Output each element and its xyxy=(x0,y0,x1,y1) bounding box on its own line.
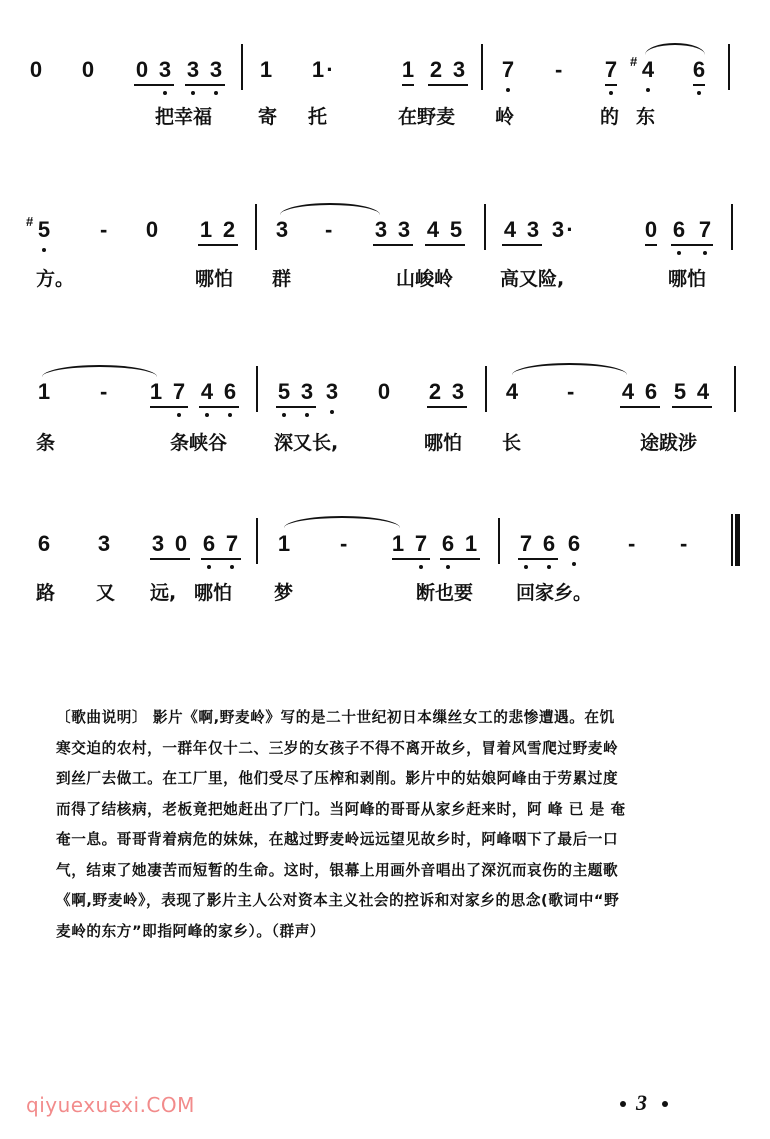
note: 1 xyxy=(199,217,213,242)
underline xyxy=(518,558,558,560)
underline xyxy=(427,406,467,408)
note: 4 xyxy=(426,217,440,242)
note: 2 xyxy=(222,217,236,242)
underline xyxy=(134,84,174,86)
bar-line xyxy=(728,44,730,90)
song-description xyxy=(56,703,720,947)
description-line: 《啊,野麦岭》，表现了影片主人公对资本主义社会的控诉和对家乡的思念(歌词中“野 xyxy=(56,892,620,909)
note: 6 xyxy=(692,57,706,82)
underline xyxy=(199,406,239,408)
bar-line xyxy=(484,204,486,250)
lyric: 哪怕 xyxy=(195,268,234,290)
note: 3 xyxy=(151,531,165,556)
dash: - xyxy=(628,531,636,556)
underline xyxy=(402,84,414,86)
underline xyxy=(428,84,468,86)
note: 7 xyxy=(172,379,186,404)
note: 3 xyxy=(209,57,223,82)
note: 6 xyxy=(202,531,216,556)
low-dot xyxy=(330,410,334,414)
dash: - xyxy=(555,57,563,82)
lyric: 方。 xyxy=(36,268,75,290)
note: 5 xyxy=(37,217,51,242)
note: 1 xyxy=(464,531,478,556)
description-line: 寒交迫的农村，一群年仅十二、三岁的女孩子不得不离开故乡，冒着风雪爬过野麦岭 xyxy=(56,739,619,757)
low-dot xyxy=(214,91,218,95)
low-dot xyxy=(191,91,195,95)
low-dot xyxy=(703,251,707,255)
page-number: 3 xyxy=(636,1090,647,1115)
description-line: 而得了结核病，老板竟把她赶出了厂门。当阿峰的哥哥从家乡赶来时，阿 峰 已 是 奄 xyxy=(56,800,626,818)
note: 6 xyxy=(223,379,237,404)
note: 7 xyxy=(604,57,618,82)
sharp-sign: # xyxy=(630,54,638,69)
note: 7 xyxy=(501,57,515,82)
bar-line xyxy=(256,366,258,412)
underline xyxy=(671,244,713,246)
note: 3 xyxy=(452,57,466,82)
note: 0 xyxy=(377,379,391,404)
note: 3 xyxy=(551,217,565,242)
note: 5 xyxy=(277,379,291,404)
lyric: 路 xyxy=(36,582,56,604)
note: 7 xyxy=(414,531,428,556)
low-dot xyxy=(646,88,650,92)
dash: - xyxy=(567,379,575,404)
slur xyxy=(512,363,627,375)
lyric: 深又长, xyxy=(274,432,339,454)
low-dot xyxy=(547,565,551,569)
note: 1 xyxy=(401,57,415,82)
note: 0 xyxy=(29,57,43,82)
note: 6 xyxy=(567,531,581,556)
low-dot xyxy=(697,91,701,95)
underline xyxy=(392,558,430,560)
low-dot xyxy=(446,565,450,569)
sharp-sign: # xyxy=(26,214,34,229)
dash: - xyxy=(100,217,108,242)
dot: · xyxy=(326,57,334,82)
description-line: 〔歌曲说明〕 影片《啊,野麦岭》写的是二十世纪初日本缫丝女工的悲惨遭遇。在饥 xyxy=(56,709,615,726)
bar-line xyxy=(241,44,243,90)
note: 3 xyxy=(97,531,111,556)
dash: - xyxy=(100,379,108,404)
low-dot xyxy=(177,413,181,417)
lyric: 回家乡。 xyxy=(516,582,593,604)
lyric: 途跋涉 xyxy=(640,432,698,454)
note: 6 xyxy=(37,531,51,556)
note: 1 xyxy=(149,379,163,404)
low-dot xyxy=(163,91,167,95)
note: 1 xyxy=(37,379,51,404)
note: 3 xyxy=(275,217,289,242)
dash: - xyxy=(680,531,688,556)
note: 4 xyxy=(200,379,214,404)
bar-line xyxy=(734,366,736,412)
low-dot xyxy=(228,413,232,417)
note: 4 xyxy=(503,217,517,242)
lyric: 岭 xyxy=(495,106,515,128)
bar-line xyxy=(481,44,483,90)
note: 0 xyxy=(644,217,658,242)
bar-line xyxy=(731,204,733,250)
low-dot xyxy=(506,88,510,92)
slur xyxy=(645,43,705,55)
low-dot xyxy=(572,562,576,566)
note: 2 xyxy=(429,57,443,82)
note: 4 xyxy=(621,379,635,404)
lyric: 哪怕 xyxy=(194,582,233,604)
final-bar-thick xyxy=(735,514,740,566)
slur xyxy=(280,203,380,215)
note: 0 xyxy=(81,57,95,82)
dash: - xyxy=(325,217,333,242)
underline xyxy=(150,406,188,408)
lyric: 又 xyxy=(96,582,116,604)
lyric: 东 xyxy=(636,106,656,128)
note: 4 xyxy=(505,379,519,404)
final-bar-thin xyxy=(731,514,733,566)
note: 3 xyxy=(300,379,314,404)
underline xyxy=(672,406,712,408)
lyric: 山峻岭 xyxy=(396,268,454,290)
note: 5 xyxy=(449,217,463,242)
note: 1 xyxy=(259,57,273,82)
underline xyxy=(693,84,705,86)
low-dot xyxy=(419,565,423,569)
bar-line xyxy=(256,518,258,564)
note: 3 xyxy=(526,217,540,242)
low-dot xyxy=(282,413,286,417)
low-dot xyxy=(677,251,681,255)
lyric: 条峡谷 xyxy=(170,432,228,454)
note: 3 xyxy=(325,379,339,404)
low-dot xyxy=(207,565,211,569)
underline xyxy=(425,244,465,246)
page-number-dot-right xyxy=(662,1101,668,1107)
slur xyxy=(42,365,157,377)
description-line: 到丝厂去做工。在工厂里，他们受尽了压榨和剥削。影片中的姑娘阿峰由于劳累过度 xyxy=(56,770,619,787)
note: 3 xyxy=(158,57,172,82)
lyric: 把幸福 xyxy=(155,106,213,128)
lyric: 寄 xyxy=(258,106,278,128)
low-dot xyxy=(524,565,528,569)
note: 5 xyxy=(673,379,687,404)
low-dot xyxy=(230,565,234,569)
watermark: qiyuexuexi.COM xyxy=(26,1093,195,1117)
bar-line xyxy=(498,518,500,564)
note: 7 xyxy=(519,531,533,556)
note: 0 xyxy=(135,57,149,82)
note: 3 xyxy=(374,217,388,242)
lyric: 梦 xyxy=(274,582,294,604)
lyric: 托 xyxy=(308,106,328,128)
underline xyxy=(605,84,617,86)
note: 0 xyxy=(145,217,159,242)
lyric: 群 xyxy=(272,268,292,290)
underline xyxy=(201,558,241,560)
bar-line xyxy=(255,204,257,250)
note: 1 xyxy=(391,531,405,556)
underline xyxy=(198,244,238,246)
underline xyxy=(620,406,660,408)
dash: - xyxy=(340,531,348,556)
underline xyxy=(373,244,413,246)
slur xyxy=(284,516,400,528)
lyric: 在野麦 xyxy=(398,106,456,128)
note: 3 xyxy=(186,57,200,82)
page-number-dot-left xyxy=(620,1101,626,1107)
underline xyxy=(645,244,657,246)
low-dot xyxy=(42,248,46,252)
underline xyxy=(276,406,316,408)
lyric: 断也要 xyxy=(416,582,474,604)
low-dot xyxy=(305,413,309,417)
dot: · xyxy=(566,217,574,242)
lyric: 的 xyxy=(600,106,620,128)
note: 4 xyxy=(641,57,655,82)
lyric: 条 xyxy=(36,432,56,454)
bar-line xyxy=(485,366,487,412)
note: 0 xyxy=(174,531,188,556)
lyric: 哪怕 xyxy=(424,432,463,454)
underline xyxy=(150,558,190,560)
lyric: 长 xyxy=(502,432,522,454)
underline xyxy=(440,558,480,560)
note: 3 xyxy=(397,217,411,242)
description-line: 奄一息。哥哥背着病危的妹妹，在越过野麦岭远远望见故乡时，阿峰咽下了最后一口 xyxy=(56,831,619,848)
lyric: 远, xyxy=(150,582,177,604)
note: 6 xyxy=(542,531,556,556)
note: 1 xyxy=(311,57,325,82)
note: 3 xyxy=(451,379,465,404)
description-line: 气，结束了她凄苦而短暂的生命。这时，银幕上用画外音唱出了深沉而哀伤的主题歌 xyxy=(56,861,619,879)
description-line: 麦岭的东方”即指阿峰的家乡）。（群声） xyxy=(56,922,326,940)
note: 6 xyxy=(644,379,658,404)
low-dot xyxy=(205,413,209,417)
underline xyxy=(502,244,542,246)
note: 2 xyxy=(428,379,442,404)
note: 6 xyxy=(441,531,455,556)
lyric: 高又险, xyxy=(500,268,565,290)
low-dot xyxy=(609,91,613,95)
lyric: 哪怕 xyxy=(668,268,707,290)
note: 6 xyxy=(672,217,686,242)
note: 7 xyxy=(225,531,239,556)
note: 1 xyxy=(277,531,291,556)
underline xyxy=(185,84,225,86)
note: 4 xyxy=(696,379,710,404)
note: 7 xyxy=(698,217,712,242)
